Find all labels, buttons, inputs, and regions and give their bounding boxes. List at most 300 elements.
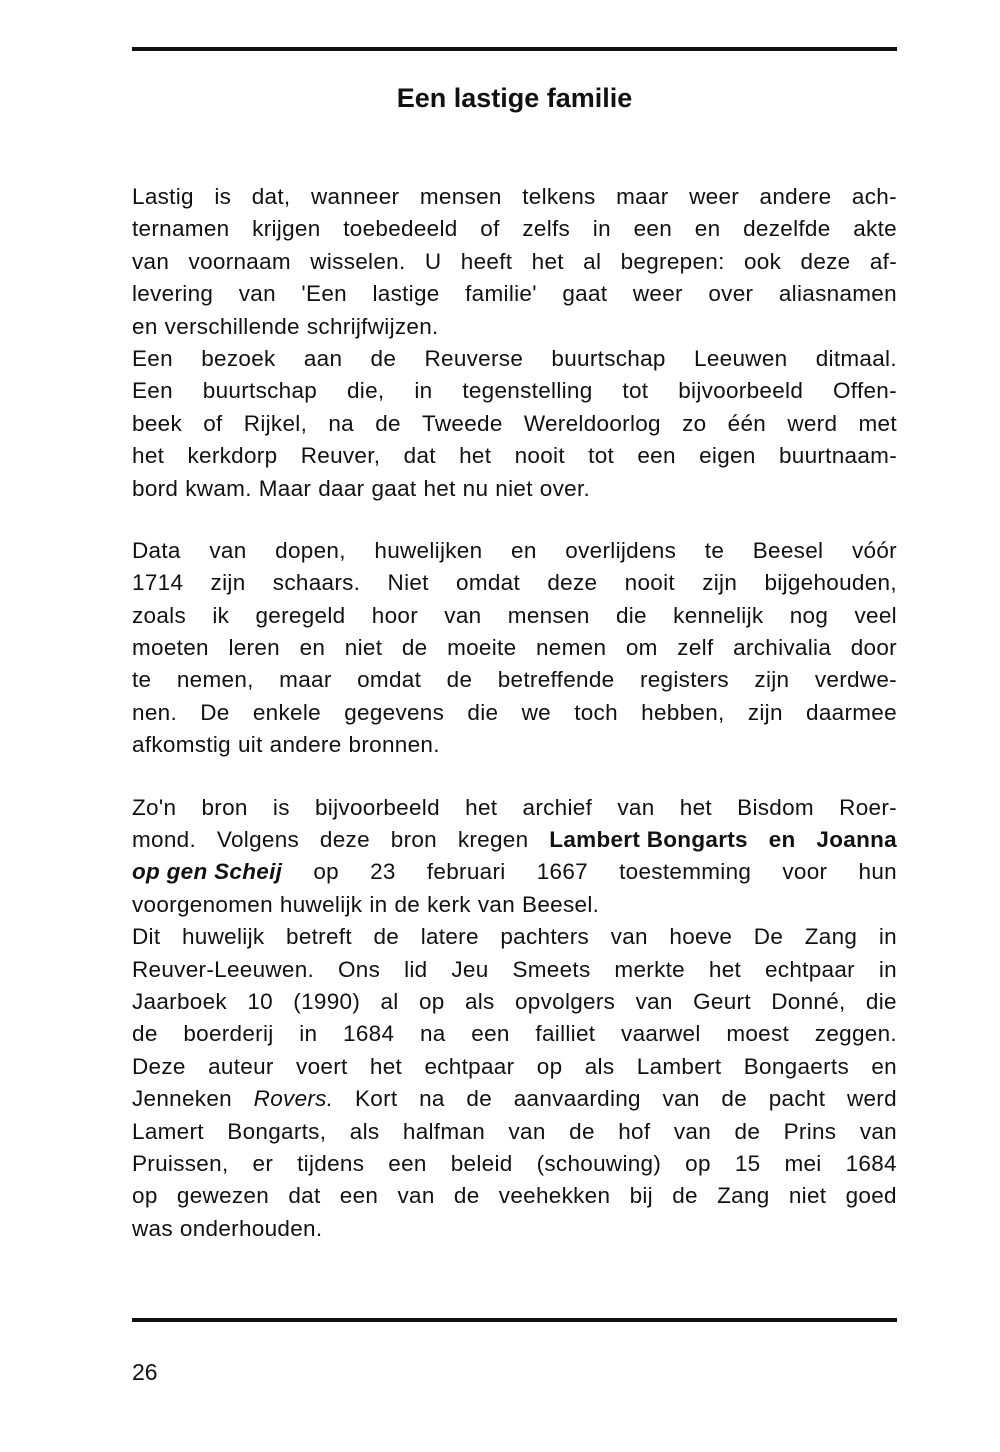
word: bijvoorbeeld [678, 378, 804, 404]
word: een [633, 216, 673, 242]
word: Wereldoorlog [523, 410, 661, 436]
word: er [252, 1150, 274, 1176]
text-line [132, 600, 897, 632]
word: een [339, 1183, 379, 1209]
text-line [132, 278, 897, 310]
word: Deze [132, 1053, 186, 1079]
word: verdwe- [814, 667, 897, 693]
word: Pruissen, [132, 1150, 229, 1176]
word: (schouwing) [536, 1150, 662, 1176]
text-line [132, 1180, 897, 1212]
word: levering [132, 281, 214, 307]
word: U [424, 248, 442, 274]
word: Smeets [512, 956, 591, 982]
word: (1990) [293, 988, 361, 1014]
word: Bongarts, [227, 1118, 327, 1144]
word: hof [618, 1118, 651, 1144]
word: in [878, 956, 897, 982]
word: Zang [804, 924, 858, 950]
word: aliasnamen [778, 281, 897, 307]
word: het [708, 956, 742, 982]
text-line [132, 440, 897, 472]
word: heeft [460, 248, 513, 274]
word: en [511, 537, 537, 563]
word: en [694, 216, 721, 242]
word: eigen [699, 443, 756, 469]
word: zijn [702, 570, 738, 596]
word: leren [228, 635, 280, 661]
word: nooit [514, 443, 565, 469]
word: de [394, 891, 421, 917]
word: in [592, 216, 611, 242]
word: tot [622, 378, 649, 404]
word: februari [426, 859, 506, 885]
word: van [132, 248, 170, 274]
word: af- [869, 248, 897, 274]
word: en [768, 827, 796, 853]
text-line [132, 889, 897, 921]
word: Jaarboek [132, 988, 227, 1014]
word: ik [212, 602, 230, 628]
text-line [132, 343, 897, 375]
text-line [132, 1116, 897, 1148]
page-title: Een lastige familie [396, 83, 633, 113]
word: zoals [132, 602, 187, 628]
word: na [419, 1086, 445, 1112]
word: 'Een [301, 281, 347, 307]
word: gaat [371, 475, 417, 501]
word: van [635, 988, 673, 1014]
word: wisselen. [310, 248, 406, 274]
word: schrijfwijzen. [306, 313, 439, 339]
text-line [132, 213, 897, 245]
word: het [465, 794, 498, 820]
word: in [878, 924, 897, 950]
word: tijdens [297, 1150, 365, 1176]
word: nemen, [176, 667, 254, 693]
word: zeggen. [814, 1021, 897, 1047]
word: moeten [132, 635, 209, 661]
page-number: 26 [132, 1359, 158, 1385]
word: die [615, 602, 647, 628]
word: bezoek [201, 345, 276, 371]
word: beleid [450, 1150, 513, 1176]
word: of [203, 410, 223, 436]
word: verschillende [164, 313, 300, 339]
word: registers [639, 667, 729, 693]
word: nog [789, 602, 829, 628]
word: tegenstelling [462, 378, 593, 404]
word: lid [404, 956, 428, 982]
word: zijn [747, 699, 783, 725]
word: 15 [734, 1150, 761, 1176]
word: na [328, 410, 354, 436]
word: zelfs [522, 216, 571, 242]
word: het [531, 248, 564, 274]
word: Tweede [422, 410, 503, 436]
word: over. [539, 475, 591, 501]
word: buurtschap [551, 345, 666, 371]
word: enkele [252, 699, 321, 725]
word: het [679, 794, 712, 820]
paragraph-gap [132, 762, 897, 792]
word: één [727, 410, 767, 436]
text-line [132, 408, 897, 440]
word: nooit [624, 570, 675, 596]
word: die [467, 699, 499, 725]
word: dopen, [275, 537, 346, 563]
text-line [132, 1051, 897, 1083]
word: overlijdens [565, 537, 677, 563]
word: gewezen [176, 1183, 270, 1209]
word: archief [522, 794, 593, 820]
word: 1667 [536, 859, 588, 885]
word: begrepen: [620, 248, 725, 274]
word: toebedeeld [343, 216, 458, 242]
word: De [753, 924, 784, 950]
word: pachters [500, 924, 590, 950]
word: mei [784, 1150, 822, 1176]
word: om [625, 635, 658, 661]
word: goed [845, 1183, 897, 1209]
word: moest [726, 1021, 790, 1047]
word: als [464, 988, 495, 1014]
word: Jeu [451, 956, 489, 982]
word: Reuver-Leeuwen. [132, 956, 315, 982]
word: hoor [371, 602, 418, 628]
word: te [704, 537, 725, 563]
word: de [466, 1086, 493, 1112]
word: over [708, 281, 754, 307]
word: 1684 [845, 1150, 897, 1176]
word: auteur [208, 1053, 274, 1079]
text-line [132, 535, 897, 567]
word: ternamen [132, 216, 230, 242]
word: boerderij [183, 1021, 274, 1047]
word: Een [132, 378, 173, 404]
word: gegevens [344, 699, 445, 725]
text-line [132, 697, 897, 729]
word: vóór [851, 537, 897, 563]
word: toestemming [619, 859, 752, 885]
text-line [132, 729, 897, 761]
word: op [313, 859, 339, 885]
word: al [583, 248, 602, 274]
word: niet [495, 475, 533, 501]
word: mensen [419, 184, 502, 209]
word: Lastig [132, 184, 194, 209]
word: beek [132, 410, 182, 436]
word: Beesel [752, 537, 824, 563]
word: lastige [372, 281, 440, 307]
word: werd [787, 410, 838, 436]
word: andere [269, 732, 342, 758]
word: een [388, 1150, 427, 1176]
word: huwelijk [279, 891, 363, 917]
word: buurtschap [202, 378, 318, 404]
word: vaarwel [621, 1021, 701, 1047]
word: buurtnaam- [778, 443, 897, 469]
word: van [477, 891, 516, 917]
text-line [132, 954, 897, 986]
word: is [214, 184, 232, 209]
word: De [200, 699, 230, 725]
word: of [480, 216, 500, 242]
word: Joanna [816, 827, 897, 853]
word: Geurt [693, 988, 751, 1014]
word: de [672, 1183, 698, 1209]
word: het [459, 443, 492, 469]
word: van [617, 794, 655, 820]
text-line [132, 632, 897, 664]
word: in [414, 378, 433, 404]
bottom-rule [132, 1318, 897, 1322]
word: weer [689, 184, 740, 209]
word: die [865, 988, 897, 1014]
word: van [238, 281, 276, 307]
word: failliet [535, 1021, 596, 1047]
word: het [423, 475, 456, 501]
word: kwam. [185, 475, 252, 501]
text-line [132, 856, 897, 888]
word: uit [237, 732, 263, 758]
text-line [132, 375, 897, 407]
word: van [397, 1183, 435, 1209]
word: in [369, 891, 388, 917]
word: het [369, 1053, 403, 1079]
word: Zang [717, 1183, 770, 1209]
word: het [132, 443, 165, 469]
word: de [132, 1021, 158, 1047]
word: deze [547, 570, 598, 596]
word: de [373, 924, 400, 950]
text-line [132, 1083, 897, 1115]
word: akte [853, 216, 897, 242]
word: Bisdom [737, 794, 814, 820]
word: dat [288, 1183, 321, 1209]
word: omdat [357, 667, 422, 693]
word: 1684 [343, 1021, 395, 1047]
word: te [132, 667, 152, 693]
paragraph [132, 181, 897, 343]
word: voorgenomen [132, 891, 273, 917]
word: op [132, 1183, 158, 1209]
word: toch [574, 699, 618, 725]
word: hun [858, 859, 897, 885]
word: de [453, 1183, 480, 1209]
word: veel [854, 602, 897, 628]
word: van [662, 1086, 700, 1112]
word: Lamert [132, 1118, 204, 1144]
word: zo [682, 410, 707, 436]
word: hebben, [641, 699, 725, 725]
paragraph [132, 792, 897, 922]
paragraph [132, 343, 897, 505]
word: van [209, 537, 247, 563]
word: huwelijk [181, 924, 265, 950]
word: 1714 [132, 570, 184, 596]
word: nemen [535, 635, 607, 661]
word: merkte [614, 956, 685, 982]
word: tot [588, 443, 615, 469]
word: ach- [851, 184, 897, 209]
word: door [850, 635, 897, 661]
word: wanneer [310, 184, 400, 209]
word: mensen [507, 602, 590, 628]
word: en [299, 635, 326, 661]
text-line [132, 664, 897, 696]
word: mond. [132, 827, 197, 853]
text-line [132, 792, 897, 824]
word: Beesel. [522, 891, 600, 917]
word: andere [759, 184, 832, 209]
word: de [375, 410, 401, 436]
word: afkomstig [132, 732, 231, 758]
text-line [132, 1018, 897, 1050]
word: voornaam [188, 248, 291, 274]
word: kennelijk [673, 602, 764, 628]
word: van [859, 1118, 897, 1144]
word: op [536, 1053, 563, 1079]
word: Volgens [216, 827, 300, 853]
word: veehekken [498, 1183, 611, 1209]
word: Donné, [771, 988, 846, 1014]
top-rule [132, 47, 897, 51]
word: bord [132, 475, 179, 501]
word: op gen Scheij [132, 859, 283, 885]
word: en [132, 313, 158, 339]
word: archivalia [733, 635, 832, 661]
text-line [132, 181, 897, 213]
text-line [132, 473, 897, 505]
word: onderhouden. [179, 1215, 323, 1241]
word: op [418, 988, 445, 1014]
word: maar [616, 184, 669, 209]
word: Dit [132, 924, 161, 950]
word: van [444, 602, 482, 628]
word: bron [201, 794, 248, 820]
word: Reuver, [300, 443, 381, 469]
word: is [272, 794, 290, 820]
word: ook [743, 248, 782, 274]
word: Reuverse [424, 345, 524, 371]
word: gaat [562, 281, 608, 307]
word: zijn [754, 667, 790, 693]
word: opvolgers [514, 988, 616, 1014]
word: als [584, 1053, 615, 1079]
word: Prins [783, 1118, 837, 1144]
word: Maar [258, 475, 312, 501]
word: was [132, 1215, 173, 1241]
word: de [446, 667, 473, 693]
word: ditmaal. [815, 345, 897, 371]
paragraph [132, 535, 897, 762]
word: hoeve [669, 924, 733, 950]
word: Een [132, 345, 173, 371]
word: schaars. [272, 570, 361, 596]
word: latere [420, 924, 479, 950]
word: en [871, 1053, 897, 1079]
word: de [569, 1118, 595, 1144]
word: de [721, 1086, 748, 1112]
word: de [401, 635, 428, 661]
word: daar [318, 475, 365, 501]
word: zijn [210, 570, 246, 596]
word: echtpaar [764, 956, 855, 982]
word: telkens [522, 184, 596, 209]
word: 10 [247, 988, 273, 1014]
word: Roer- [839, 794, 897, 820]
word: een [637, 443, 676, 469]
word: weer [632, 281, 683, 307]
text-line [132, 921, 897, 953]
text-line [132, 567, 897, 599]
word: Offen- [833, 378, 897, 404]
word: deze [800, 248, 851, 274]
word: daarmee [806, 699, 897, 725]
word: niet [344, 635, 383, 661]
word: maar [279, 667, 332, 693]
word: aanvaarding [513, 1086, 641, 1112]
paragraph [132, 921, 897, 1245]
word: Jenneken [132, 1086, 232, 1112]
word: met [858, 410, 897, 436]
word: op [685, 1150, 711, 1176]
word: 23 [370, 859, 396, 885]
word: na [419, 1021, 446, 1047]
word: pacht [768, 1086, 826, 1112]
word: Kort [354, 1086, 398, 1112]
word: Rovers. [253, 1086, 334, 1112]
word: werd [846, 1086, 897, 1112]
word: niet [788, 1183, 827, 1209]
word: geregeld [255, 602, 346, 628]
word: dezelfde [743, 216, 831, 242]
word: Data [132, 537, 181, 563]
text-line [132, 1213, 897, 1245]
word: voor [782, 859, 828, 885]
word: omdat [456, 570, 521, 596]
word: bijgehouden, [764, 570, 897, 596]
word: dat [403, 443, 436, 469]
article-body [132, 181, 897, 1245]
word: van [508, 1118, 546, 1144]
word: Rijkel, [243, 410, 308, 436]
word: aan [303, 345, 343, 371]
word: kerkdorp [187, 443, 278, 469]
word: bijvoorbeeld [314, 794, 440, 820]
word: die, [346, 378, 385, 404]
word: huwelijken [374, 537, 483, 563]
word: familie' [465, 281, 537, 307]
word: bronnen. [348, 732, 440, 758]
word: Leeuwen [694, 345, 788, 371]
word: Zo'n [132, 794, 177, 820]
word: in [299, 1021, 318, 1047]
word: Ons [338, 956, 381, 982]
text-line [132, 986, 897, 1018]
word: deze [319, 827, 370, 853]
word: nu [462, 475, 489, 501]
word: een [471, 1021, 510, 1047]
word: betreft [286, 924, 352, 950]
word: echtpaar [424, 1053, 515, 1079]
word: bron [390, 827, 437, 853]
word: we [521, 699, 551, 725]
paragraph-gap [132, 505, 897, 535]
word: bij [629, 1183, 653, 1209]
text-line [132, 246, 897, 278]
